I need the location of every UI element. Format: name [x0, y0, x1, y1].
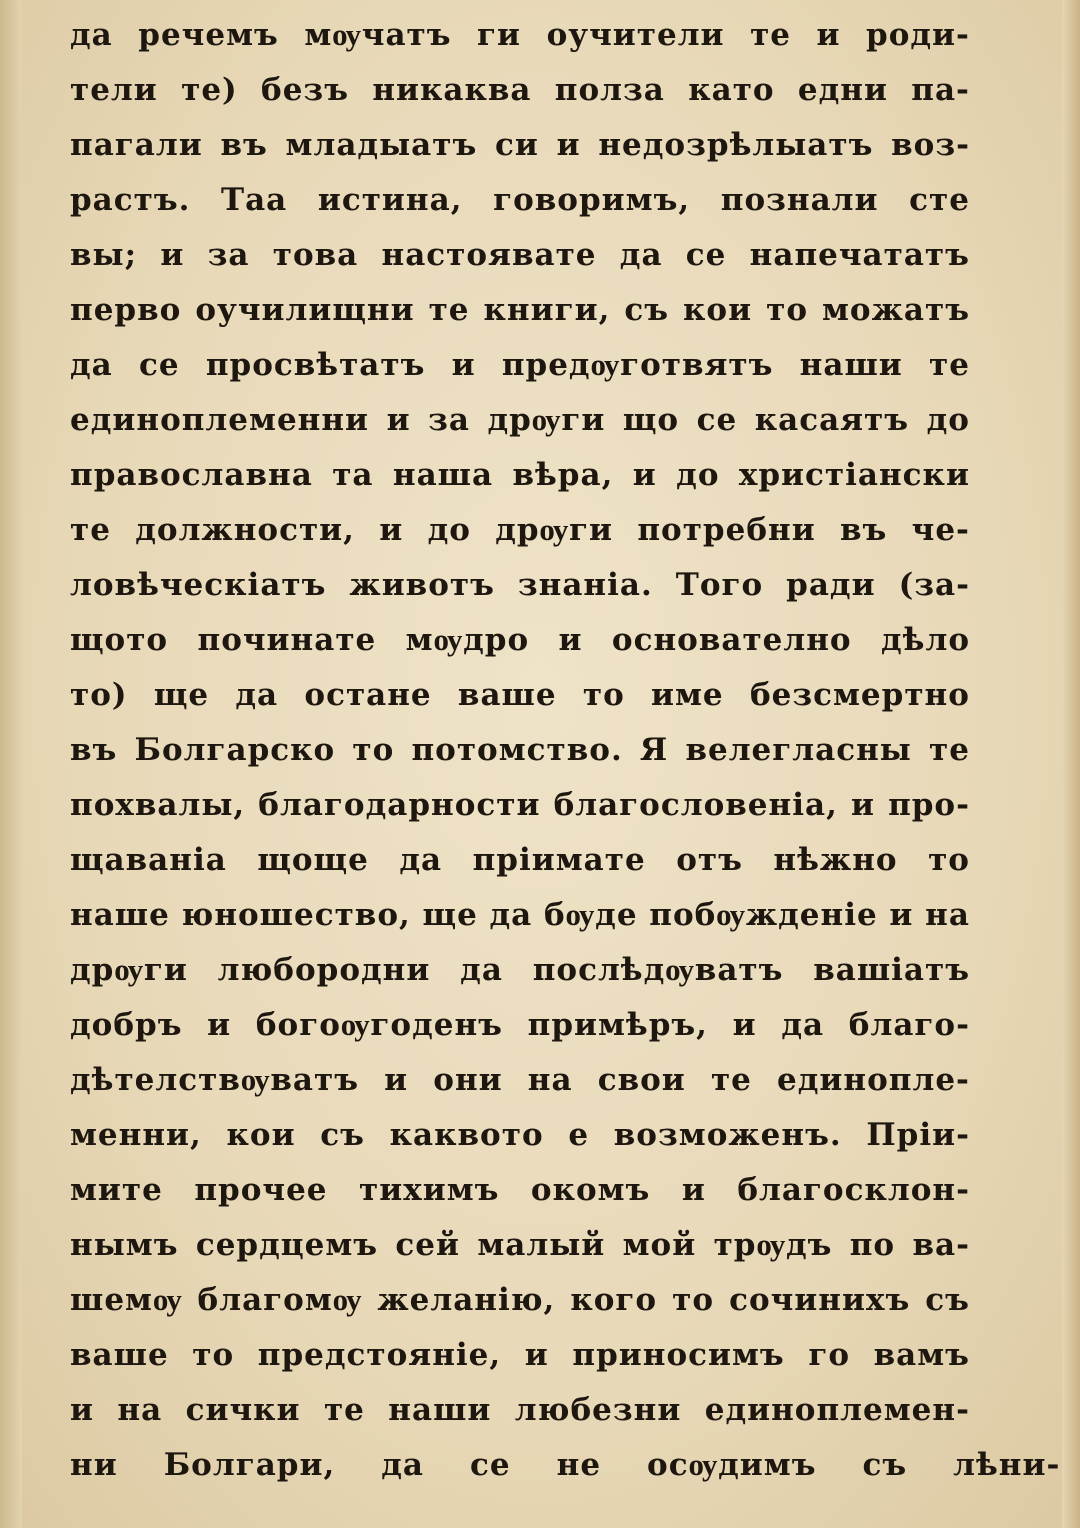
- word: сички: [185, 1392, 301, 1428]
- word: те: [710, 1062, 752, 1098]
- word: Того: [675, 567, 764, 603]
- word: благо-: [848, 1007, 970, 1043]
- word: настоявате: [381, 237, 597, 273]
- text-line: [70, 8, 970, 62]
- word: щото: [70, 622, 169, 658]
- word: та: [332, 457, 374, 493]
- word: предстояніе,: [257, 1337, 502, 1373]
- word: должности,: [135, 512, 355, 548]
- word: по: [849, 1227, 896, 1263]
- word: те: [750, 17, 792, 53]
- text-line: [70, 833, 970, 887]
- word: то: [582, 677, 625, 713]
- text-line: [70, 63, 970, 117]
- word: съ: [624, 292, 670, 328]
- word: бѹде: [543, 897, 638, 933]
- word: трѹдъ: [713, 1227, 833, 1263]
- word: съ: [925, 1282, 970, 1318]
- word: просвѣтатъ: [205, 347, 426, 383]
- word: благословеніа,: [553, 787, 838, 823]
- word: сте: [909, 182, 970, 218]
- word: да: [619, 237, 663, 273]
- word: щоще: [257, 842, 369, 878]
- word: мите: [70, 1172, 163, 1208]
- word: до: [926, 402, 970, 438]
- word: въ: [220, 127, 268, 163]
- word: кои: [683, 292, 753, 328]
- word: починате: [197, 622, 377, 658]
- word: се: [470, 1447, 511, 1483]
- word: православна: [70, 457, 313, 493]
- word: що: [622, 402, 680, 438]
- word: да: [235, 677, 279, 713]
- word: име: [651, 677, 724, 713]
- word: и: [379, 512, 404, 548]
- word: единопле-: [777, 1062, 970, 1098]
- word: то: [672, 1282, 715, 1318]
- word: те: [323, 1392, 365, 1428]
- word: вашіатъ: [813, 952, 970, 988]
- word: оучилищни: [195, 292, 415, 328]
- word: послѣдѹватъ: [532, 952, 784, 988]
- word: говоримъ,: [493, 182, 691, 218]
- word: единоплемен-: [704, 1392, 970, 1428]
- word: до: [676, 457, 720, 493]
- word: кого: [570, 1282, 658, 1318]
- text-line: [70, 558, 970, 612]
- word: че-: [911, 512, 970, 548]
- word: ще: [153, 677, 210, 713]
- word: воз-: [891, 127, 970, 163]
- word: сердцемъ: [195, 1227, 379, 1263]
- word: кои: [226, 1117, 296, 1153]
- word: предѹготвятъ: [501, 347, 774, 383]
- word: дрѹги: [487, 402, 606, 438]
- word: похвалы,: [70, 787, 246, 823]
- text-line: [70, 283, 970, 337]
- text-line: [70, 1438, 1061, 1492]
- word: про-: [888, 787, 970, 823]
- page-left-edge: [0, 0, 22, 1528]
- word: то: [928, 842, 970, 878]
- word: Пріи-: [866, 1117, 970, 1153]
- word: вы;: [70, 237, 138, 273]
- word: нѣжно: [773, 842, 898, 878]
- word: се: [685, 237, 727, 273]
- text-line: [70, 1273, 970, 1327]
- word: на: [117, 1392, 163, 1428]
- word: да: [781, 1007, 825, 1043]
- word: благодарности: [258, 787, 541, 823]
- word: окомъ: [530, 1172, 651, 1208]
- word: пагали: [70, 127, 203, 163]
- word: да: [381, 1447, 425, 1483]
- text-line: [70, 338, 970, 392]
- word: истина,: [317, 182, 463, 218]
- word: пріимате: [472, 842, 646, 878]
- word: мой: [622, 1227, 697, 1263]
- word: вамъ: [873, 1337, 970, 1373]
- word: ваше: [457, 677, 557, 713]
- word: ги: [477, 17, 522, 53]
- text-line: [70, 943, 970, 997]
- word: можатъ: [822, 292, 970, 328]
- word: на: [925, 897, 970, 933]
- word: возможенъ.: [613, 1117, 842, 1153]
- word: и: [558, 622, 583, 658]
- word: основателно: [611, 622, 852, 658]
- word: благосклон-: [737, 1172, 970, 1208]
- word: ни: [70, 1447, 118, 1483]
- word: това: [272, 237, 359, 273]
- text-line: [70, 1218, 970, 1272]
- word: дрѹги: [495, 512, 614, 548]
- text-line: [70, 448, 970, 502]
- word: прочее: [194, 1172, 328, 1208]
- word: го: [808, 1337, 851, 1373]
- text-line: [70, 888, 970, 942]
- text-line: [70, 1383, 970, 1437]
- word: то: [192, 1337, 235, 1373]
- word: и: [524, 1337, 549, 1373]
- word: е: [568, 1117, 590, 1153]
- word: безсмертно: [749, 677, 970, 713]
- word: не: [556, 1447, 602, 1483]
- word: и: [384, 1062, 409, 1098]
- word: наше: [70, 897, 170, 933]
- word: юношество,: [181, 897, 411, 933]
- text-line: [70, 228, 970, 282]
- word: да: [489, 897, 533, 933]
- word: мѹдро: [405, 622, 530, 658]
- word: да: [70, 347, 113, 383]
- word: и: [70, 1392, 94, 1428]
- word: Болгарско: [134, 732, 336, 768]
- word: тихимъ: [359, 1172, 500, 1208]
- word: ловѣческіатъ: [70, 567, 327, 603]
- word: менни,: [70, 1117, 202, 1153]
- word: книги,: [483, 292, 611, 328]
- word: се: [138, 347, 180, 383]
- word: желанію,: [377, 1282, 556, 1318]
- word: касаятъ: [754, 402, 910, 438]
- word: се: [696, 402, 738, 438]
- word: те: [70, 512, 111, 548]
- word: и: [451, 347, 476, 383]
- word: речемъ: [138, 17, 279, 53]
- word: те: [929, 732, 970, 768]
- word: съ: [862, 1447, 908, 1483]
- text-line: [70, 503, 970, 557]
- word: примѣръ,: [527, 1007, 708, 1043]
- word: они: [433, 1062, 503, 1098]
- word: и: [816, 17, 841, 53]
- text-line: [70, 1053, 970, 1107]
- word: то: [766, 292, 808, 328]
- word: перво: [70, 292, 182, 328]
- text-line: [70, 1328, 970, 1382]
- word: и: [207, 1007, 232, 1043]
- word: добръ: [70, 1007, 183, 1043]
- word: дѣло: [881, 622, 970, 658]
- word: наша: [392, 457, 494, 493]
- page-right-edge: [1062, 0, 1080, 1528]
- word: лѣни-: [953, 1447, 1061, 1483]
- word: за: [428, 402, 470, 438]
- word: дѣтелствѹватъ: [70, 1062, 360, 1098]
- word: Болгари,: [163, 1447, 336, 1483]
- word: роди-: [866, 17, 970, 53]
- word: благомѹ: [197, 1282, 363, 1318]
- word: (за-: [898, 567, 970, 603]
- word: потребни: [637, 512, 816, 548]
- word: ще: [422, 897, 478, 933]
- word: отъ: [676, 842, 743, 878]
- word: ва-: [912, 1227, 970, 1263]
- word: и: [850, 787, 875, 823]
- word: Таа: [221, 182, 288, 218]
- word: и: [732, 1007, 757, 1043]
- word: съ: [320, 1117, 365, 1153]
- word: любородни: [217, 952, 431, 988]
- word: шемѹ: [70, 1282, 183, 1318]
- word: свои: [597, 1062, 686, 1098]
- word: те: [929, 347, 970, 383]
- word: те): [181, 72, 238, 108]
- word: на: [527, 1062, 573, 1098]
- word: приносимъ: [572, 1337, 785, 1373]
- word: си: [494, 127, 539, 163]
- word: наши: [388, 1392, 492, 1428]
- word: животъ: [349, 567, 495, 603]
- word: и: [632, 457, 657, 493]
- word: едни: [797, 72, 888, 108]
- word: любезни: [514, 1392, 682, 1428]
- word: и: [681, 1172, 706, 1208]
- word: то): [70, 677, 128, 713]
- word: да: [460, 952, 503, 988]
- word: те: [428, 292, 470, 328]
- word: потомство.: [411, 732, 623, 768]
- word: каквото: [389, 1117, 544, 1153]
- word: въ: [70, 732, 118, 768]
- word: и: [556, 127, 581, 163]
- word: да: [70, 17, 113, 53]
- word: младыатъ: [285, 127, 478, 163]
- word: тели: [70, 72, 158, 108]
- word: богоѹгоденъ: [255, 1007, 503, 1043]
- word: недозрѣлыатъ: [598, 127, 874, 163]
- word: мѹчатъ: [304, 17, 452, 53]
- text-line: [70, 118, 970, 172]
- word: велегласны: [685, 732, 912, 768]
- word: знаніа.: [517, 567, 653, 603]
- word: сочинихъ: [729, 1282, 911, 1318]
- word: вѣра,: [512, 457, 614, 493]
- word: ваше: [70, 1337, 169, 1373]
- word: никаква: [372, 72, 532, 108]
- text-line: [70, 173, 970, 227]
- word: побѹжденіе: [649, 897, 878, 933]
- word: въ: [840, 512, 888, 548]
- word: оучители: [546, 17, 725, 53]
- word: и: [889, 897, 914, 933]
- text-line: [70, 723, 970, 777]
- word: малый: [477, 1227, 606, 1263]
- word: и: [160, 237, 185, 273]
- word: то: [352, 732, 395, 768]
- word: дрѹги: [70, 952, 188, 988]
- word: за: [207, 237, 250, 273]
- text-line: [70, 778, 970, 832]
- word: нымъ: [70, 1227, 179, 1263]
- text-line: [70, 998, 970, 1052]
- word: сей: [395, 1227, 461, 1263]
- word: христіански: [738, 457, 970, 493]
- word: безъ: [261, 72, 349, 108]
- word: остане: [304, 677, 432, 713]
- word: осѹдимъ: [647, 1447, 817, 1483]
- text-line: [70, 613, 970, 667]
- word: па-: [911, 72, 970, 108]
- text-line: [70, 668, 970, 722]
- word: растъ.: [70, 182, 191, 218]
- word: и: [386, 402, 411, 438]
- word: ради: [786, 567, 876, 603]
- word: да: [399, 842, 443, 878]
- word: до: [427, 512, 471, 548]
- word: напечататъ: [749, 237, 970, 273]
- text-line: [70, 393, 970, 447]
- text-block: [70, 8, 1061, 1508]
- text-line: [70, 1108, 970, 1162]
- word: познали: [720, 182, 879, 218]
- word: наши: [799, 347, 903, 383]
- text-line: [70, 1163, 970, 1217]
- word: като: [688, 72, 775, 108]
- word: полза: [554, 72, 665, 108]
- word: щаваніа: [70, 842, 227, 878]
- word: единоплеменни: [70, 402, 370, 438]
- word: Я: [639, 732, 669, 768]
